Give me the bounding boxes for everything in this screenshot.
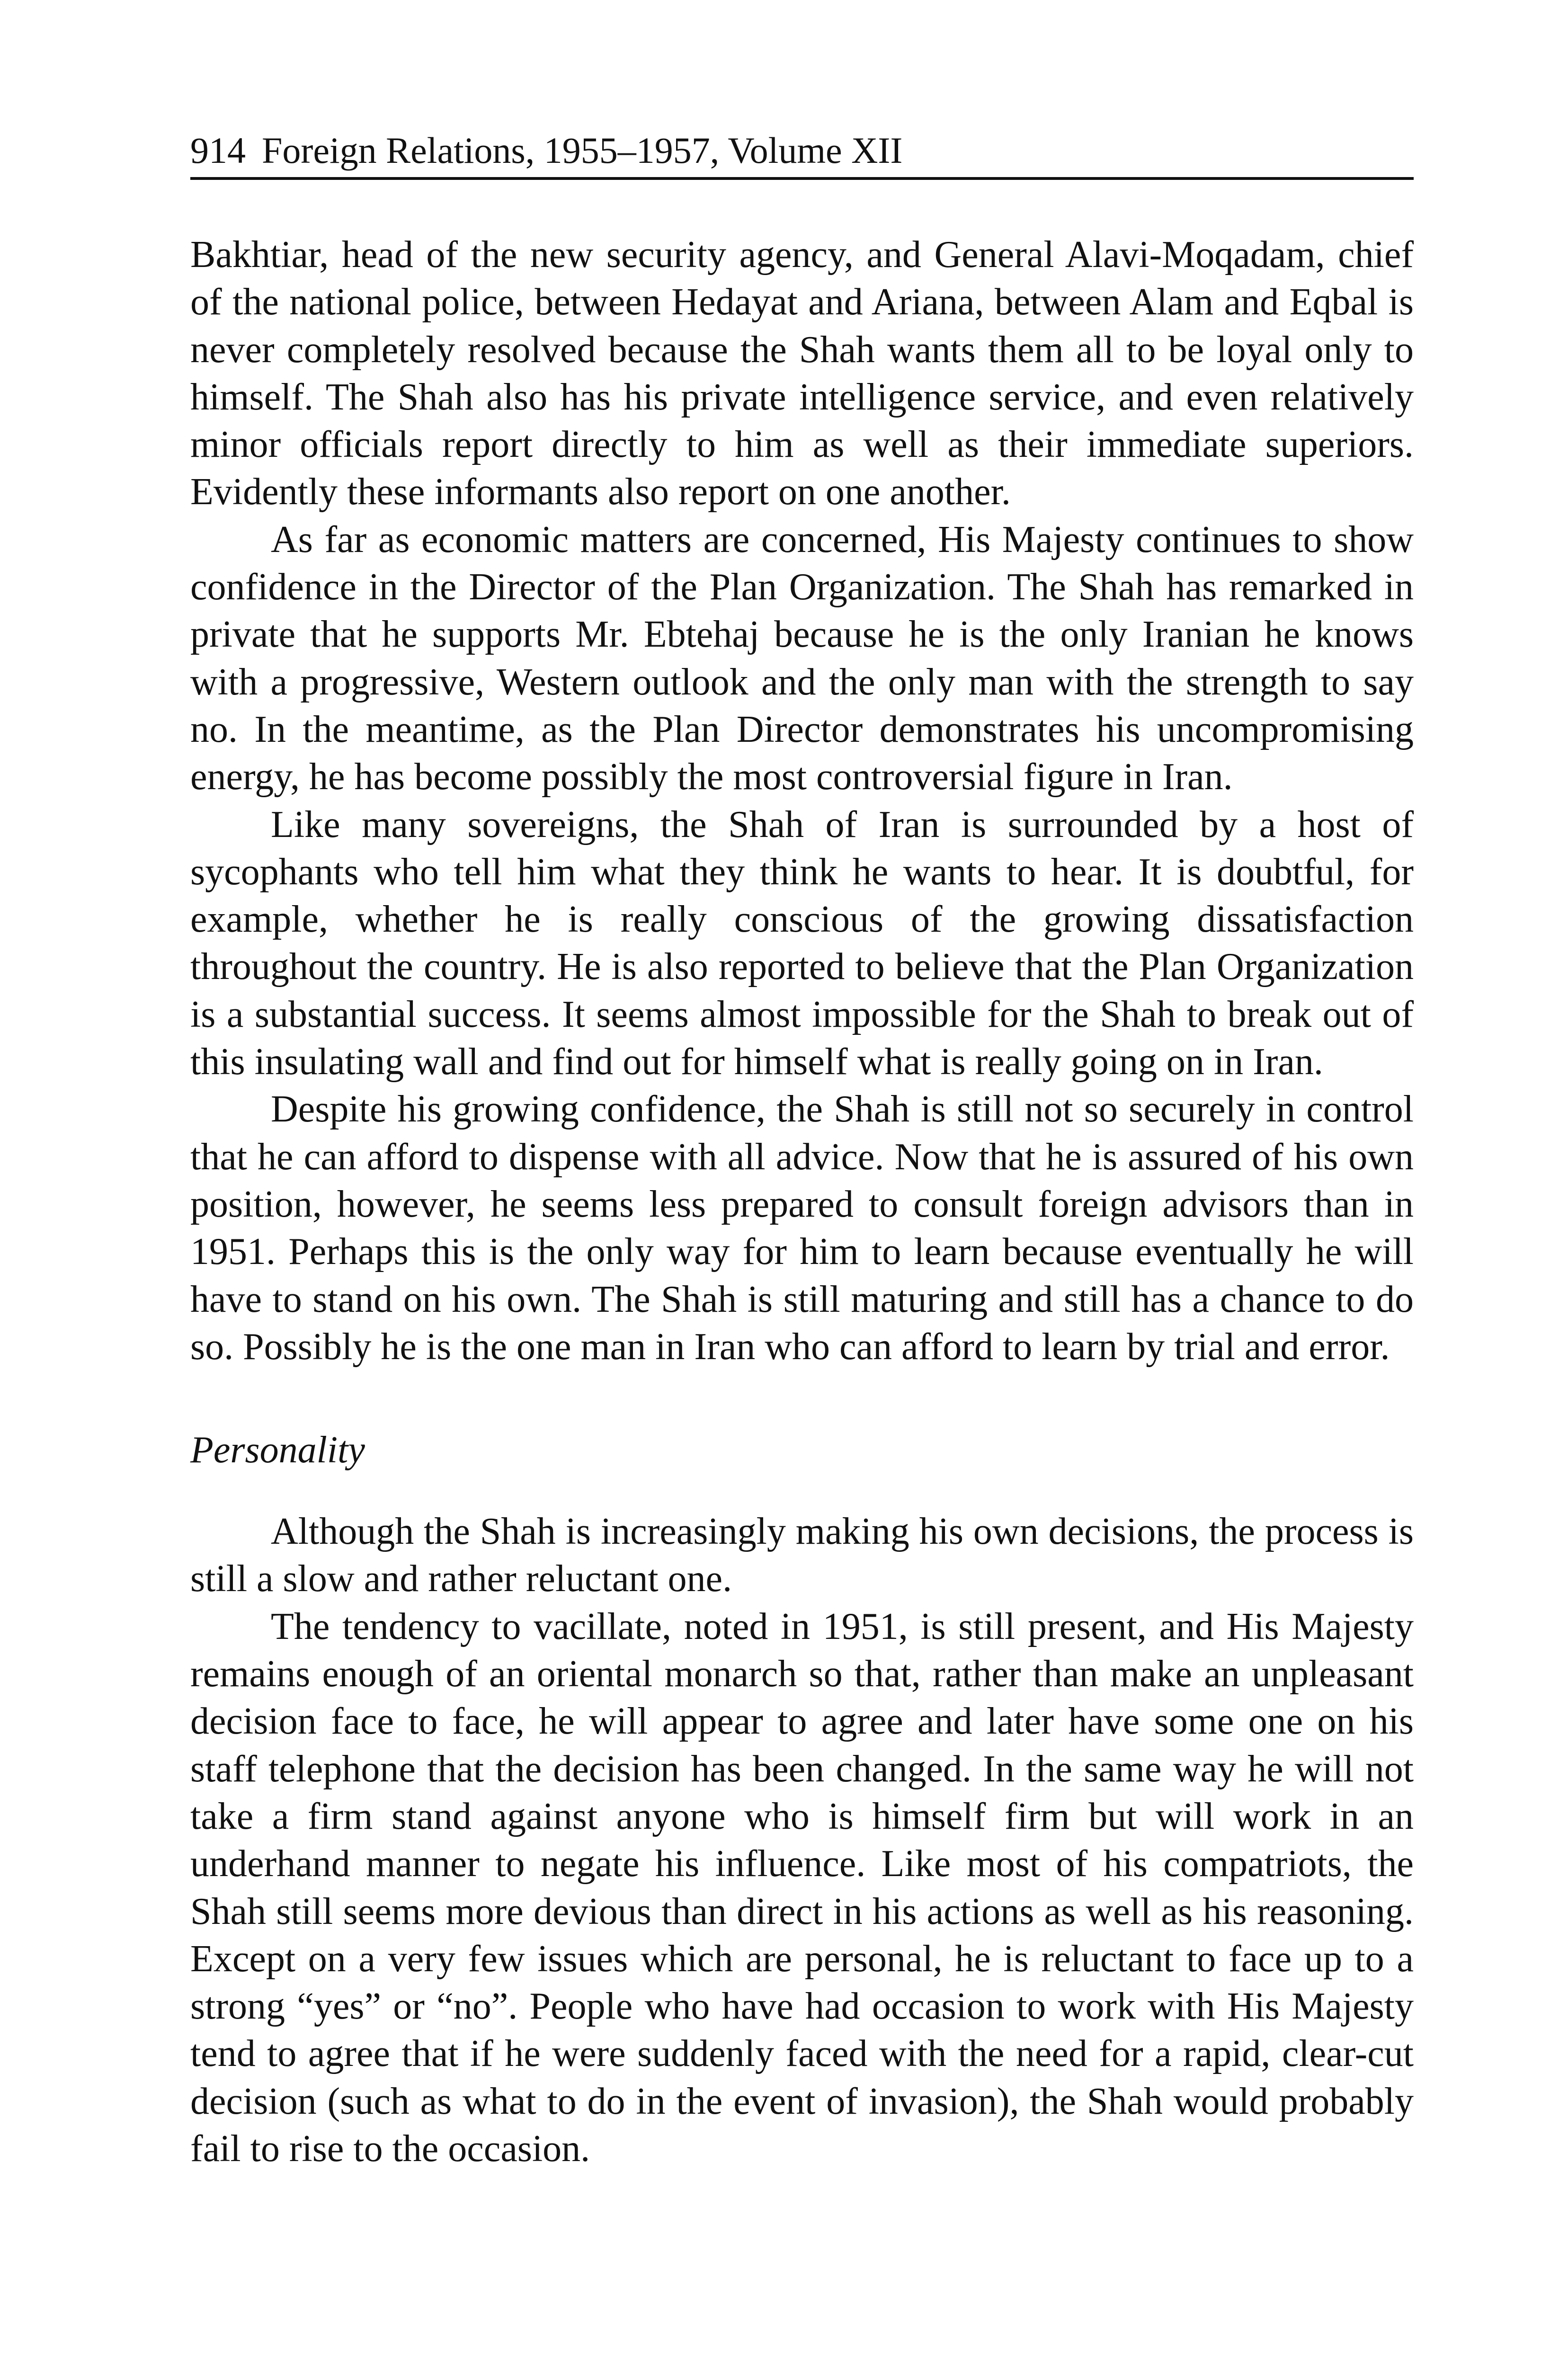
body-text bbox=[190, 231, 1414, 2172]
paragraph-confidence: Despite his growing confidence, the Shah is still not so securely in control that he can afford to dispense with all advice. Now that he is assured of his own position, however, he seems less prepared to consult foreign advisors than in 1951. Perhaps this is the only way for him to learn because eventually he will have to stand on his own. The Shah is still maturing and still has a chance to do so. Possibly he is the one man in Iran who can afford to learn by trial and error. bbox=[190, 1088, 1414, 1368]
paragraph-decisions: Although the Shah is increasingly making his own decisions, the process is still a slow and rather reluctant one. bbox=[190, 1511, 1414, 1600]
paragraph-economic-matters: As far as economic matters are concerned, His Majesty continues to show confidence in the Director of the Plan Organization. The Shah has remarked in private that he supports Mr. Ebtehaj because he is the only Iranian he knows with a progressive, Western outlook and the only man with the strength to say no. In the meantime, as the Plan Director demonstrates his uncompromising energy, he has become possibly the most controversial figure in Iran. bbox=[190, 518, 1414, 798]
paragraph-sycophants: Like many sovereigns, the Shah of Iran is surrounded by a host of sycophants who tell him what they think he wants to hear. It is doubtful, for example, whether he is really conscious of the growing dissatisfaction throughout the country. He is also reported to believe that the Plan Organization is a substantial success. It seems almost impossible for the Shah to break out of this insulating wall and find out for himself what is really going on in Iran. bbox=[190, 803, 1414, 1083]
publication-title: Foreign Relations, 1955–1957, Volume XII bbox=[262, 130, 903, 171]
paragraph-vacillate: The tendency to vacillate, noted in 1951, is still present, and His Majesty remains enough of an oriental monarch so that, rather than make an unpleasant decision face to face, he will appear to agree and later have some one on his staff telephone that the decision has been changed. In the same way he will not take a firm stand against anyone who is himself firm but will work in an underhand manner to negate his influence. Like most of his compatriots, the Shah still seems more devious than direct in his actions as well as his reasoning. Except on a very few issues which are personal, he is reluctant to face up to a strong “yes” or “no”. People who have had occasion to work with His Majesty tend to agree that if he were suddenly faced with the need for a rapid, clear-cut decision (such as what to do in the event of invasion), the Shah would probably fail to rise to the occasion. bbox=[190, 1605, 1414, 2170]
document-page bbox=[190, 128, 1414, 2172]
section-heading-personality: Personality bbox=[190, 1429, 365, 1471]
paragraph-continued: Bakhtiar, head of the new security agency, and General Alavi-Moqadam, chief of the national police, between Hedayat and Ariana, between Alam and Eqbal is never completely resolved because the Shah wants them all to be loyal only to himself. The Shah also has his private intelligence service, and even relatively minor officials report directly to him as well as their immediate superiors. Evidently these informants also report on one another. bbox=[190, 234, 1414, 513]
running-head bbox=[190, 128, 1414, 180]
page-number: 914 bbox=[190, 130, 246, 171]
